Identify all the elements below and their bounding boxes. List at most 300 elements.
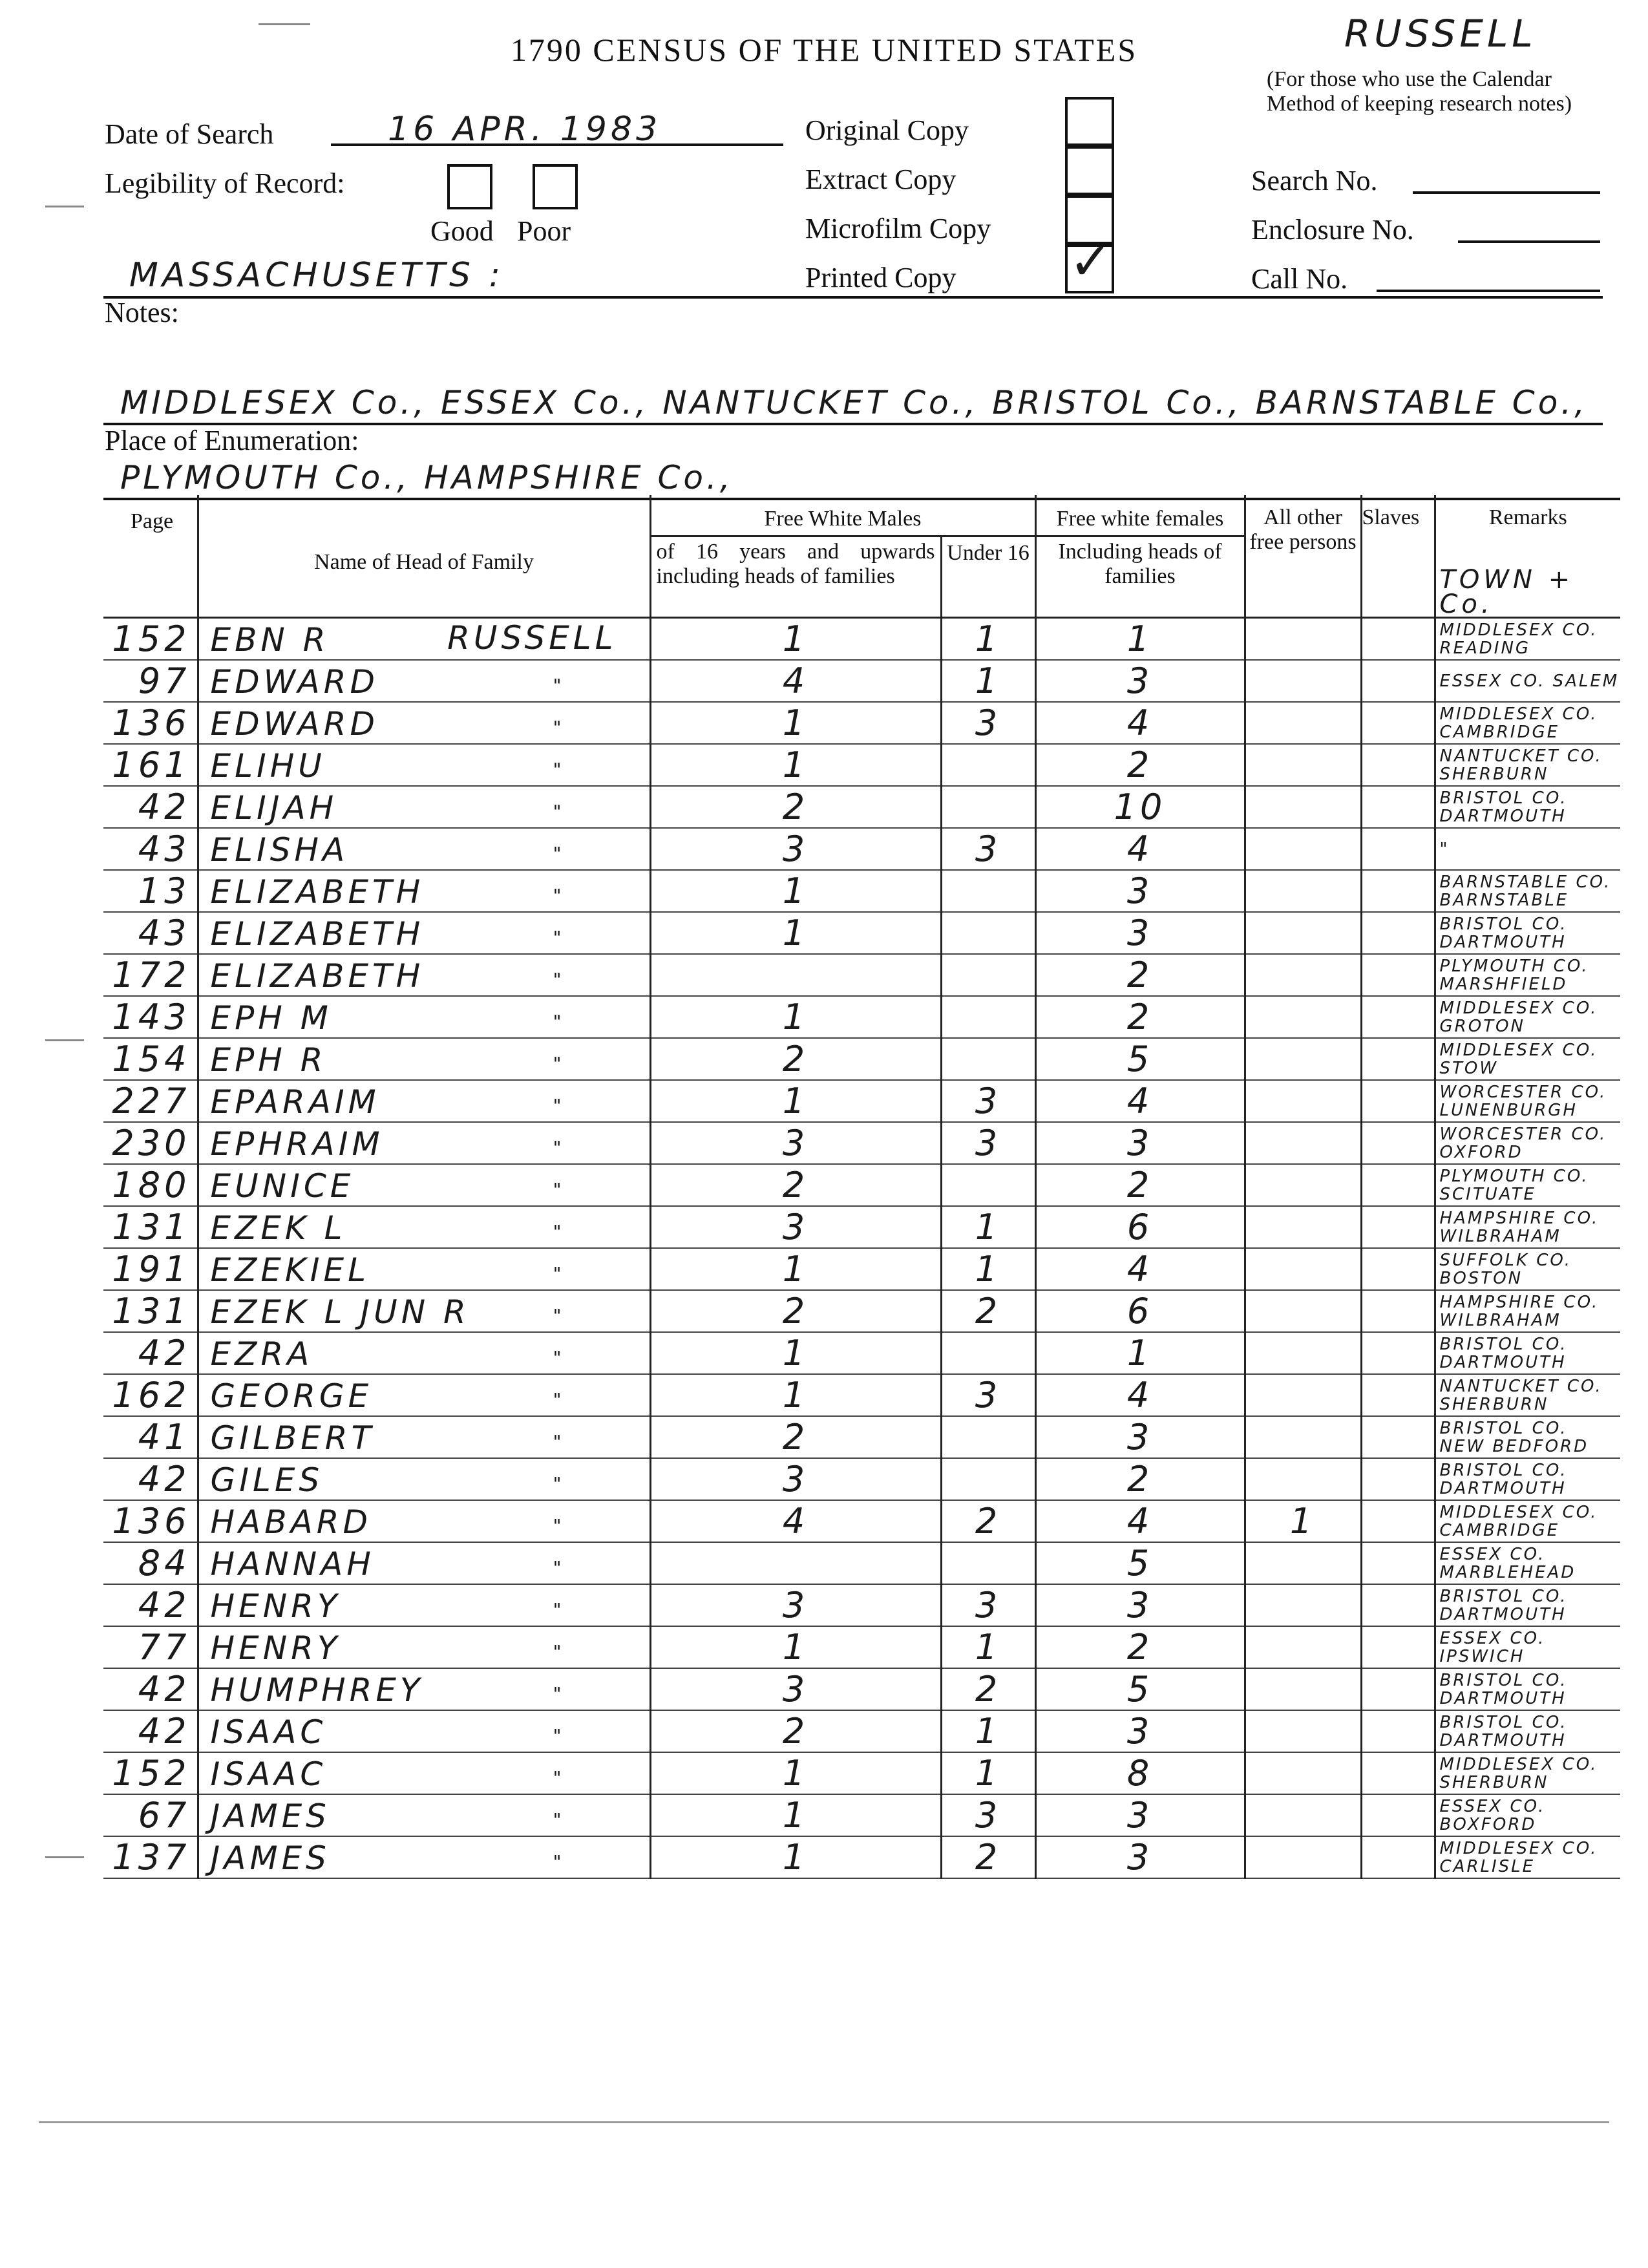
page-cell[interactable]: 136 xyxy=(103,1500,198,1542)
table-row xyxy=(103,1374,1620,1416)
slaves-cell[interactable] xyxy=(1361,1710,1435,1752)
males-16-up-cell[interactable]: 1 xyxy=(650,1626,941,1668)
males-16-up-cell[interactable]: 2 xyxy=(650,1038,941,1080)
name-cell[interactable] xyxy=(198,954,650,996)
remarks-cell[interactable]: BRISTOL CO. NEW BEDFORD xyxy=(1435,1416,1620,1458)
name-cell[interactable] xyxy=(198,1080,650,1122)
remarks-cell[interactable]: " xyxy=(1435,828,1620,870)
males-under-16-cell[interactable] xyxy=(941,1458,1035,1500)
name-cell[interactable] xyxy=(198,1164,650,1206)
page-cell[interactable]: 131 xyxy=(103,1206,198,1248)
slaves-cell[interactable] xyxy=(1361,1458,1435,1500)
slaves-cell[interactable] xyxy=(1361,660,1435,702)
page-cell[interactable]: 191 xyxy=(103,1248,198,1290)
males-16-up-cell[interactable]: 1 xyxy=(650,1794,941,1836)
remarks-cell[interactable]: MIDDLESEX CO. STOW xyxy=(1435,1038,1620,1080)
females-cell[interactable]: 2 xyxy=(1035,996,1245,1038)
females-cell[interactable]: 6 xyxy=(1035,1206,1245,1248)
slaves-cell[interactable] xyxy=(1361,1500,1435,1542)
head-of-family-name: ELIJAH xyxy=(210,789,338,827)
name-cell[interactable] xyxy=(198,660,650,702)
page-cell[interactable]: 43 xyxy=(103,912,198,954)
ditto-mark: " xyxy=(553,1179,565,1200)
males-16-up-cell[interactable]: 3 xyxy=(650,1122,941,1164)
all-other-cell[interactable] xyxy=(1245,1374,1361,1416)
page-cell[interactable]: 152 xyxy=(103,618,198,661)
name-cell[interactable] xyxy=(198,744,650,786)
males-under-16-cell[interactable]: 3 xyxy=(941,1584,1035,1626)
head-of-family-name: EPH M xyxy=(210,999,332,1037)
page-cell[interactable]: 152 xyxy=(103,1752,198,1794)
census-table xyxy=(103,495,1620,1879)
females-cell[interactable]: 3 xyxy=(1035,912,1245,954)
ditto-mark: " xyxy=(553,843,565,864)
legibility-good-checkbox[interactable] xyxy=(447,164,492,209)
males-under-16-cell[interactable]: 2 xyxy=(941,1500,1035,1542)
slaves-cell[interactable] xyxy=(1361,1542,1435,1584)
head-of-family-name: JAMES xyxy=(210,1797,330,1835)
remarks-cell[interactable]: PLYMOUTH CO. MARSHFIELD xyxy=(1435,954,1620,996)
remarks-cell[interactable]: MIDDLESEX CO. READING xyxy=(1435,618,1620,661)
remarks-cell[interactable]: BRISTOL CO. DARTMOUTH xyxy=(1435,786,1620,828)
ditto-mark: " xyxy=(553,1683,565,1704)
remarks-cell[interactable]: BRISTOL CO. DARTMOUTH xyxy=(1435,1710,1620,1752)
fold-mark xyxy=(45,1039,84,1041)
header-remarks-label: Remarks xyxy=(1488,505,1567,529)
males-16-up-cell[interactable]: 1 xyxy=(650,702,941,744)
males-under-16-cell[interactable] xyxy=(941,1332,1035,1374)
males-16-up-cell[interactable]: 2 xyxy=(650,1290,941,1332)
page-cell[interactable]: 13 xyxy=(103,870,198,912)
table-row xyxy=(103,996,1620,1038)
males-16-up-cell[interactable]: 3 xyxy=(650,1668,941,1710)
remarks-cell[interactable]: MIDDLESEX CO. GROTON xyxy=(1435,996,1620,1038)
slaves-cell[interactable] xyxy=(1361,1668,1435,1710)
head-of-family-name: EPH R xyxy=(210,1041,327,1079)
page-cell[interactable]: 154 xyxy=(103,1038,198,1080)
males-under-16-cell[interactable]: 2 xyxy=(941,1836,1035,1878)
females-cell[interactable]: 2 xyxy=(1035,954,1245,996)
extract-copy-checkbox[interactable] xyxy=(1065,146,1114,195)
page-cell[interactable]: 41 xyxy=(103,1416,198,1458)
males-16-up-cell[interactable]: 1 xyxy=(650,1374,941,1416)
all-other-cell[interactable] xyxy=(1245,828,1361,870)
ditto-mark: " xyxy=(553,1305,565,1326)
table-row xyxy=(103,660,1620,702)
page-cell[interactable]: 97 xyxy=(103,660,198,702)
page-cell[interactable]: 137 xyxy=(103,1836,198,1878)
ditto-mark: " xyxy=(553,801,565,822)
males-16-up-cell[interactable]: 1 xyxy=(650,1332,941,1374)
all-other-cell[interactable] xyxy=(1245,1794,1361,1836)
name-cell[interactable] xyxy=(198,1458,650,1500)
females-cell[interactable]: 6 xyxy=(1035,1290,1245,1332)
name-cell[interactable] xyxy=(198,1416,650,1458)
males-under-16-cell[interactable] xyxy=(941,954,1035,996)
page-cell[interactable]: 227 xyxy=(103,1080,198,1122)
table-row xyxy=(103,1080,1620,1122)
females-cell[interactable]: 3 xyxy=(1035,1416,1245,1458)
remarks-cell[interactable]: PLYMOUTH CO. SCITUATE xyxy=(1435,1164,1620,1206)
bottom-rule xyxy=(39,2121,1609,2123)
males-16-up-cell[interactable]: 1 xyxy=(650,1080,941,1122)
name-cell[interactable] xyxy=(198,1584,650,1626)
females-cell[interactable]: 2 xyxy=(1035,1458,1245,1500)
males-under-16-cell[interactable] xyxy=(941,1542,1035,1584)
remarks-cell[interactable]: ESSEX CO. SALEM xyxy=(1435,660,1620,702)
date-of-search-value[interactable]: 16 APR. 1983 xyxy=(388,110,662,149)
slaves-cell[interactable] xyxy=(1361,870,1435,912)
all-other-cell[interactable]: 1 xyxy=(1245,1500,1361,1542)
call-no-label: Call No. xyxy=(1251,263,1348,295)
females-cell[interactable]: 8 xyxy=(1035,1752,1245,1794)
name-cell[interactable] xyxy=(198,1374,650,1416)
name-cell[interactable] xyxy=(198,1122,650,1164)
name-cell[interactable] xyxy=(198,786,650,828)
all-other-cell[interactable] xyxy=(1245,1584,1361,1626)
notes-label: Notes: xyxy=(105,297,179,328)
name-cell[interactable] xyxy=(198,1290,650,1332)
males-under-16-cell[interactable]: 1 xyxy=(941,1626,1035,1668)
page-cell[interactable]: 42 xyxy=(103,1332,198,1374)
slaves-cell[interactable] xyxy=(1361,1752,1435,1794)
remarks-cell[interactable]: MIDDLESEX CO. SHERBURN xyxy=(1435,1752,1620,1794)
slaves-cell[interactable] xyxy=(1361,1122,1435,1164)
all-other-cell[interactable] xyxy=(1245,1206,1361,1248)
head-of-family-name: JAMES xyxy=(210,1839,330,1877)
females-cell[interactable]: 4 xyxy=(1035,1080,1245,1122)
slaves-cell[interactable] xyxy=(1361,996,1435,1038)
females-cell[interactable]: 3 xyxy=(1035,870,1245,912)
surname-written: RUSSELL xyxy=(447,619,617,657)
name-cell[interactable] xyxy=(198,1626,650,1668)
males-16-up-cell[interactable]: 1 xyxy=(650,618,941,661)
extract-copy-label: Extract Copy xyxy=(805,164,956,195)
females-cell[interactable]: 1 xyxy=(1035,618,1245,661)
name-cell[interactable] xyxy=(198,618,650,661)
males-under-16-cell[interactable]: 1 xyxy=(941,1248,1035,1290)
remarks-cell[interactable]: NANTUCKET CO. SHERBURN xyxy=(1435,744,1620,786)
ditto-mark: " xyxy=(553,1473,565,1494)
page-cell[interactable]: 136 xyxy=(103,702,198,744)
slaves-cell[interactable] xyxy=(1361,1164,1435,1206)
remarks-cell[interactable]: BRISTOL CO. DARTMOUTH xyxy=(1435,1332,1620,1374)
ditto-mark: " xyxy=(553,675,565,696)
all-other-cell[interactable] xyxy=(1245,660,1361,702)
all-other-cell[interactable] xyxy=(1245,912,1361,954)
page-cell[interactable]: 161 xyxy=(103,744,198,786)
legibility-poor-label: Poor xyxy=(517,215,571,247)
head-of-family-name: HANNAH xyxy=(210,1545,375,1583)
page-cell[interactable]: 43 xyxy=(103,828,198,870)
remarks-cell[interactable]: SUFFOLK CO. BOSTON xyxy=(1435,1248,1620,1290)
head-of-family-name: EZEK L xyxy=(210,1209,346,1247)
males-16-up-cell[interactable]: 1 xyxy=(650,996,941,1038)
all-other-cell[interactable] xyxy=(1245,870,1361,912)
females-cell[interactable]: 5 xyxy=(1035,1542,1245,1584)
table-row xyxy=(103,1038,1620,1080)
males-under-16-cell[interactable]: 3 xyxy=(941,702,1035,744)
ditto-mark: " xyxy=(553,1431,565,1452)
table-row xyxy=(103,1668,1620,1710)
males-under-16-cell[interactable] xyxy=(941,996,1035,1038)
fold-mark xyxy=(259,23,310,25)
name-cell[interactable] xyxy=(198,1752,650,1794)
notes-line xyxy=(103,268,1603,299)
all-other-cell[interactable] xyxy=(1245,1710,1361,1752)
table-row xyxy=(103,1626,1620,1668)
males-under-16-cell[interactable]: 3 xyxy=(941,1080,1035,1122)
males-under-16-cell[interactable] xyxy=(941,1416,1035,1458)
slaves-cell[interactable] xyxy=(1361,702,1435,744)
slaves-cell[interactable] xyxy=(1361,1206,1435,1248)
name-cell[interactable] xyxy=(198,1248,650,1290)
enclosure-no-field[interactable] xyxy=(1458,211,1600,243)
all-other-cell[interactable] xyxy=(1245,1458,1361,1500)
page-cell[interactable]: 172 xyxy=(103,954,198,996)
males-under-16-cell[interactable] xyxy=(941,786,1035,828)
all-other-cell[interactable] xyxy=(1245,1122,1361,1164)
header-remarks xyxy=(1435,495,1620,618)
males-under-16-cell[interactable]: 2 xyxy=(941,1290,1035,1332)
name-cell[interactable] xyxy=(198,1542,650,1584)
slaves-cell[interactable] xyxy=(1361,954,1435,996)
males-under-16-cell[interactable] xyxy=(941,1038,1035,1080)
page-cell[interactable]: 42 xyxy=(103,786,198,828)
remarks-cell[interactable]: BRISTOL CO. DARTMOUTH xyxy=(1435,912,1620,954)
page-cell[interactable]: 67 xyxy=(103,1794,198,1836)
all-other-cell[interactable] xyxy=(1245,1164,1361,1206)
males-under-16-cell[interactable] xyxy=(941,744,1035,786)
name-cell[interactable] xyxy=(198,870,650,912)
head-of-family-name: EDWARD xyxy=(210,663,379,701)
counties-line1: MIDDLESEX Co., ESSEX Co., NANTUCKET Co., BRISTOL Co., BARNSTABLE Co., xyxy=(120,384,1589,421)
females-cell[interactable]: 3 xyxy=(1035,1122,1245,1164)
females-cell[interactable]: 3 xyxy=(1035,1584,1245,1626)
all-other-cell[interactable] xyxy=(1245,1080,1361,1122)
all-other-cell[interactable] xyxy=(1245,1668,1361,1710)
slaves-cell[interactable] xyxy=(1361,1290,1435,1332)
slaves-cell[interactable] xyxy=(1361,1332,1435,1374)
males-under-16-cell[interactable]: 2 xyxy=(941,1668,1035,1710)
males-16-up-cell[interactable]: 1 xyxy=(650,1248,941,1290)
remarks-cell[interactable]: ESSEX CO. IPSWICH xyxy=(1435,1626,1620,1668)
males-16-up-cell[interactable]: 2 xyxy=(650,1416,941,1458)
ditto-mark: " xyxy=(553,885,565,906)
females-cell[interactable]: 3 xyxy=(1035,1794,1245,1836)
remarks-cell[interactable]: NANTUCKET CO. SHERBURN xyxy=(1435,1374,1620,1416)
remarks-cell[interactable]: WORCESTER CO. LUNENBURGH xyxy=(1435,1080,1620,1122)
remarks-cell[interactable]: MIDDLESEX CO. CARLISLE xyxy=(1435,1836,1620,1878)
females-cell[interactable]: 5 xyxy=(1035,1668,1245,1710)
all-other-cell[interactable] xyxy=(1245,954,1361,996)
page-cell[interactable]: 84 xyxy=(103,1542,198,1584)
slaves-cell[interactable] xyxy=(1361,744,1435,786)
all-other-cell[interactable] xyxy=(1245,618,1361,661)
name-cell[interactable] xyxy=(198,1500,650,1542)
page-cell[interactable]: 42 xyxy=(103,1668,198,1710)
remarks-cell[interactable]: MIDDLESEX CO. CAMBRIDGE xyxy=(1435,702,1620,744)
all-other-cell[interactable] xyxy=(1245,1290,1361,1332)
table-row xyxy=(103,618,1620,661)
name-cell[interactable] xyxy=(198,1710,650,1752)
table-row xyxy=(103,1794,1620,1836)
slaves-cell[interactable] xyxy=(1361,1374,1435,1416)
name-cell[interactable] xyxy=(198,828,650,870)
males-16-up-cell[interactable]: 1 xyxy=(650,870,941,912)
remarks-cell[interactable]: BRISTOL CO. DARTMOUTH xyxy=(1435,1458,1620,1500)
head-of-family-name: HENRY xyxy=(210,1587,341,1625)
females-cell[interactable]: 4 xyxy=(1035,1500,1245,1542)
ditto-mark: " xyxy=(553,1011,565,1032)
ditto-mark: " xyxy=(553,1599,565,1620)
name-cell[interactable] xyxy=(198,996,650,1038)
males-under-16-cell[interactable]: 1 xyxy=(941,660,1035,702)
name-cell[interactable] xyxy=(198,1836,650,1878)
males-16-up-cell[interactable]: 3 xyxy=(650,828,941,870)
females-cell[interactable]: 2 xyxy=(1035,744,1245,786)
all-other-cell[interactable] xyxy=(1245,1038,1361,1080)
males-under-16-cell[interactable]: 1 xyxy=(941,1752,1035,1794)
remarks-cell[interactable]: MIDDLESEX CO. CAMBRIDGE xyxy=(1435,1500,1620,1542)
females-cell[interactable]: 1 xyxy=(1035,1332,1245,1374)
males-16-up-cell[interactable]: 1 xyxy=(650,912,941,954)
remarks-cell[interactable]: BARNSTABLE CO. BARNSTABLE xyxy=(1435,870,1620,912)
ditto-mark: " xyxy=(553,1221,565,1242)
males-16-up-cell[interactable]: 2 xyxy=(650,1710,941,1752)
males-16-up-cell[interactable]: 3 xyxy=(650,1458,941,1500)
males-16-up-cell[interactable]: 1 xyxy=(650,1836,941,1878)
females-cell[interactable]: 4 xyxy=(1035,828,1245,870)
remarks-cell[interactable]: ESSEX CO. BOXFORD xyxy=(1435,1794,1620,1836)
all-other-cell[interactable] xyxy=(1245,1248,1361,1290)
original-copy-checkbox[interactable] xyxy=(1065,97,1114,146)
remarks-cell[interactable]: HAMPSHIRE CO. WILBRAHAM xyxy=(1435,1206,1620,1248)
page-cell[interactable]: 42 xyxy=(103,1458,198,1500)
females-cell[interactable]: 2 xyxy=(1035,1626,1245,1668)
males-under-16-cell[interactable]: 3 xyxy=(941,828,1035,870)
males-16-up-cell[interactable]: 4 xyxy=(650,660,941,702)
remarks-cell[interactable]: ESSEX CO. MARBLEHEAD xyxy=(1435,1542,1620,1584)
males-16-up-cell[interactable]: 1 xyxy=(650,1752,941,1794)
males-16-up-cell[interactable] xyxy=(650,1542,941,1584)
all-other-cell[interactable] xyxy=(1245,786,1361,828)
all-other-cell[interactable] xyxy=(1245,996,1361,1038)
fold-mark xyxy=(45,1856,84,1858)
males-under-16-cell[interactable]: 1 xyxy=(941,618,1035,661)
males-under-16-cell[interactable]: 3 xyxy=(941,1122,1035,1164)
males-16-up-cell[interactable]: 2 xyxy=(650,1164,941,1206)
remarks-cell[interactable]: BRISTOL CO. DARTMOUTH xyxy=(1435,1668,1620,1710)
name-cell[interactable] xyxy=(198,702,650,744)
males-16-up-cell[interactable]: 2 xyxy=(650,786,941,828)
males-under-16-cell[interactable] xyxy=(941,912,1035,954)
page-cell[interactable]: 42 xyxy=(103,1584,198,1626)
page-cell[interactable]: 42 xyxy=(103,1710,198,1752)
name-cell[interactable] xyxy=(198,1038,650,1080)
page-cell[interactable]: 180 xyxy=(103,1164,198,1206)
females-cell[interactable]: 2 xyxy=(1035,1164,1245,1206)
slaves-cell[interactable] xyxy=(1361,912,1435,954)
slaves-cell[interactable] xyxy=(1361,1794,1435,1836)
males-under-16-cell[interactable]: 3 xyxy=(941,1794,1035,1836)
slaves-cell[interactable] xyxy=(1361,1080,1435,1122)
males-16-up-cell[interactable] xyxy=(650,954,941,996)
males-16-up-cell[interactable]: 3 xyxy=(650,1206,941,1248)
females-cell[interactable]: 10 xyxy=(1035,786,1245,828)
females-cell[interactable]: 4 xyxy=(1035,1374,1245,1416)
all-other-cell[interactable] xyxy=(1245,1752,1361,1794)
males-under-16-cell[interactable]: 1 xyxy=(941,1206,1035,1248)
males-under-16-cell[interactable] xyxy=(941,1164,1035,1206)
table-row xyxy=(103,1164,1620,1206)
females-cell[interactable]: 4 xyxy=(1035,702,1245,744)
females-cell[interactable]: 5 xyxy=(1035,1038,1245,1080)
all-other-cell[interactable] xyxy=(1245,744,1361,786)
all-other-cell[interactable] xyxy=(1245,702,1361,744)
table-row xyxy=(103,1752,1620,1794)
slaves-cell[interactable] xyxy=(1361,786,1435,828)
slaves-cell[interactable] xyxy=(1361,1584,1435,1626)
name-cell[interactable] xyxy=(198,1794,650,1836)
all-other-cell[interactable] xyxy=(1245,1836,1361,1878)
all-other-cell[interactable] xyxy=(1245,1542,1361,1584)
ditto-mark: " xyxy=(553,1347,565,1368)
males-16-up-cell[interactable]: 3 xyxy=(650,1584,941,1626)
microfilm-copy-label: Microfilm Copy xyxy=(805,213,991,244)
males-16-up-cell[interactable]: 4 xyxy=(650,1500,941,1542)
slaves-cell[interactable] xyxy=(1361,1038,1435,1080)
females-cell[interactable]: 4 xyxy=(1035,1248,1245,1290)
males-16-up-cell[interactable]: 1 xyxy=(650,744,941,786)
all-other-cell[interactable] xyxy=(1245,1332,1361,1374)
page-cell[interactable]: 131 xyxy=(103,1290,198,1332)
page-cell[interactable]: 230 xyxy=(103,1122,198,1164)
remarks-cell[interactable]: BRISTOL CO. DARTMOUTH xyxy=(1435,1584,1620,1626)
males-under-16-cell[interactable]: 1 xyxy=(941,1710,1035,1752)
remarks-cell[interactable]: WORCESTER CO. OXFORD xyxy=(1435,1122,1620,1164)
males-under-16-cell[interactable]: 3 xyxy=(941,1374,1035,1416)
search-no-field[interactable] xyxy=(1413,162,1600,194)
legibility-label: Legibility of Record: xyxy=(105,167,345,199)
table-row xyxy=(103,1290,1620,1332)
remarks-cell[interactable]: HAMPSHIRE CO. WILBRAHAM xyxy=(1435,1290,1620,1332)
page-cell[interactable]: 162 xyxy=(103,1374,198,1416)
table-row xyxy=(103,744,1620,786)
name-cell[interactable] xyxy=(198,1206,650,1248)
page-cell[interactable]: 77 xyxy=(103,1626,198,1668)
females-cell[interactable]: 3 xyxy=(1035,1710,1245,1752)
page-cell[interactable]: 143 xyxy=(103,996,198,1038)
head-of-family-name: EPARAIM xyxy=(210,1083,380,1121)
slaves-cell[interactable] xyxy=(1361,1416,1435,1458)
females-cell[interactable]: 3 xyxy=(1035,1836,1245,1878)
slaves-cell[interactable] xyxy=(1361,1626,1435,1668)
slaves-cell[interactable] xyxy=(1361,618,1435,661)
name-cell[interactable] xyxy=(198,1332,650,1374)
slaves-cell[interactable] xyxy=(1361,1248,1435,1290)
females-cell[interactable]: 3 xyxy=(1035,660,1245,702)
all-other-cell[interactable] xyxy=(1245,1626,1361,1668)
males-under-16-cell[interactable] xyxy=(941,870,1035,912)
legibility-poor-checkbox[interactable] xyxy=(533,164,578,209)
name-cell[interactable] xyxy=(198,912,650,954)
name-cell[interactable] xyxy=(198,1668,650,1710)
all-other-cell[interactable] xyxy=(1245,1416,1361,1458)
ditto-mark: " xyxy=(553,1263,565,1284)
slaves-cell[interactable] xyxy=(1361,1836,1435,1878)
slaves-cell[interactable] xyxy=(1361,828,1435,870)
